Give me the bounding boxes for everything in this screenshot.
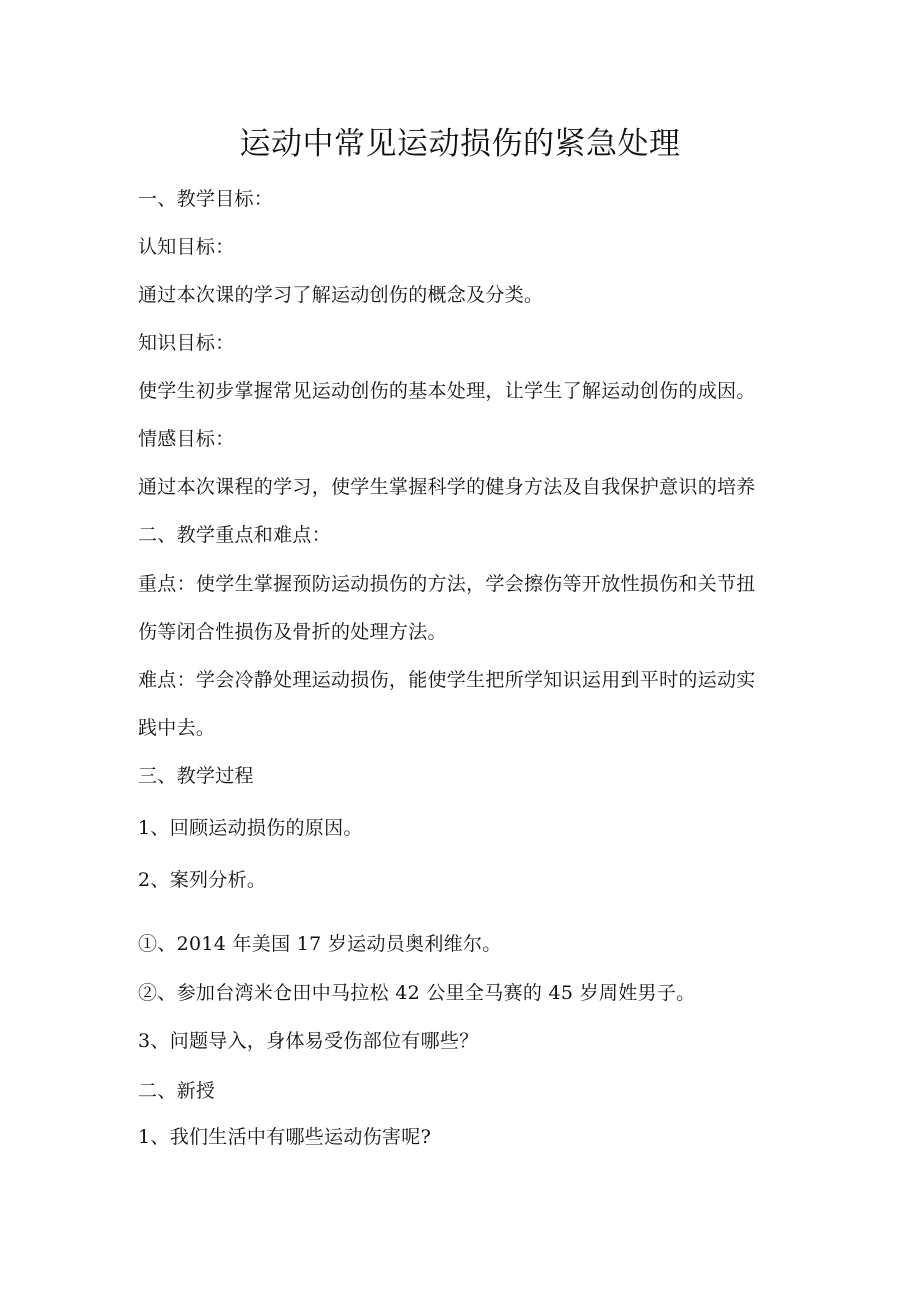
list-item-case-2: ②、参加台湾米仓田中马拉松 42 公里全马赛的 45 岁周姓男子。 [138,982,696,1004]
section-heading-objectives: 一、教学目标： [138,188,274,210]
subheading-affective-goal: 情感目标： [138,428,235,450]
list-item-question-intro: 3、问题导入，身体易受伤部位有哪些？ [138,1030,479,1052]
list-item-case-1: ①、2014 年美国 17 岁运动员奥利维尔。 [138,933,502,955]
paragraph-difficulty-line-2: 践中去。 [138,717,216,739]
section-heading-key-points: 二、教学重点和难点： [138,524,332,546]
paragraph-difficulty-line-1: 难点：学会冷静处理运动损伤，能使学生把所学知识运用到平时的运动实 [138,669,756,691]
paragraph-affective-goal: 通过本次课程的学习，使学生掌握科学的健身方法及自我保护意识的培养 [138,476,756,498]
subheading-knowledge-goal: 知识目标： [138,332,235,354]
list-item-case-analysis: 2、案列分析。 [138,869,267,891]
paragraph-cognitive-goal: 通过本次课的学习了解运动创伤的概念及分类。 [138,284,544,306]
document-title: 运动中常见运动损伤的紧急处理 [239,126,681,162]
paragraph-knowledge-goal: 使学生初步掌握常见运动创伤的基本处理，让学生了解运动创伤的成因。 [138,380,756,402]
section-heading-process: 三、教学过程 [138,765,254,787]
section-heading-new-lesson: 二、新授 [138,1080,216,1102]
list-item-sports-injuries: 1、我们生活中有哪些运动伤害呢? [138,1126,432,1148]
subheading-cognitive-goal: 认知目标： [138,236,235,258]
list-item-review-causes: 1、回顾运动损伤的原因。 [138,817,363,839]
paragraph-key-point-line-2: 伤等闭合性损伤及骨折的处理方法。 [138,621,447,643]
paragraph-key-point-line-1: 重点：使学生掌握预防运动损伤的方法，学会擦伤等开放性损伤和关节扭 [138,573,756,595]
